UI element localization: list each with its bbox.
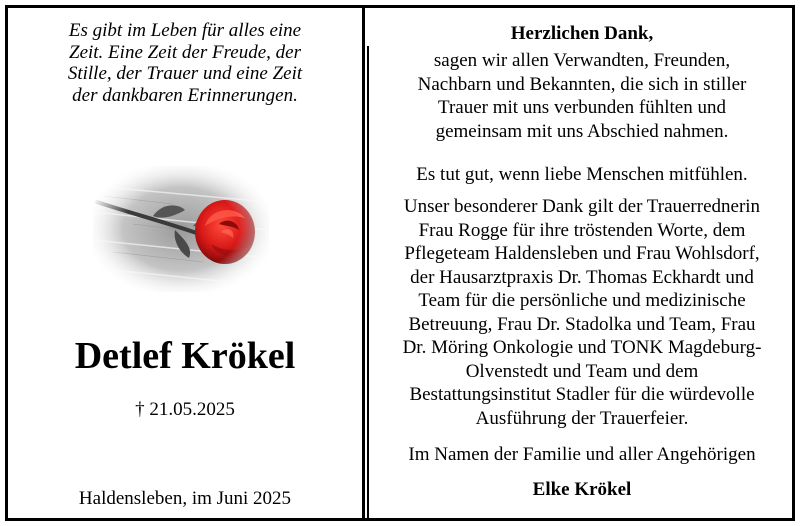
text-line: Im Namen der Familie und aller Angehörigen — [408, 444, 756, 465]
text-line: Team für die persönliche und medizinische — [418, 290, 746, 311]
thanks-heading: Herzlichen Dank, — [510, 23, 654, 44]
text-line: Pflegeteam Haldensleben und Frau Wohlsdorf, — [404, 243, 760, 264]
right-column — [372, 8, 792, 518]
rose-image — [93, 166, 269, 292]
text-line: Dr. Möring Onkologie und TONK Magdeburg- — [402, 337, 762, 358]
signer-name: Elke Krökel — [532, 479, 632, 500]
column-divider-thin — [367, 46, 369, 518]
obituary-card — [5, 5, 795, 521]
closing-line — [372, 443, 792, 467]
deceased-name: Detlef Krökel — [74, 335, 296, 377]
text-line: Es tut gut, wenn liebe Menschen mitfühlen. — [416, 164, 748, 185]
text-line: Unser besonderer Dank gilt der Trauerrednerin — [403, 196, 761, 217]
text-line: gemeinsam mit uns Abschied nahmen. — [435, 120, 729, 142]
motto-line: der dankbaren Erinnerungen. — [72, 84, 298, 106]
death-date: † 21.05.2025 — [135, 399, 235, 420]
motto-text — [18, 20, 352, 106]
rose-picture — [93, 166, 269, 292]
text-line: Frau Rogge für ihre tröstenden Worte, dem — [418, 219, 746, 241]
text-line: sagen wir allen Verwandten, Freunden, — [433, 50, 731, 71]
text-line: Bestattungsinstitut Stadler für die würdevolle — [409, 384, 755, 405]
thanks-paragraph-1 — [372, 49, 792, 143]
thanks-paragraph-3 — [372, 195, 792, 430]
column-divider — [362, 8, 365, 518]
motto-line: Zeit. Eine Zeit der Freude, der — [69, 41, 301, 63]
text-line: Olvenstedt und Team und dem — [465, 360, 699, 382]
text-line: Nachbarn und Bekannten, die sich in stiller — [417, 73, 747, 95]
text-line: der Hausarztpraxis Dr. Thomas Eckhardt und — [410, 266, 754, 288]
thanks-paragraph-2 — [372, 163, 792, 187]
text-line: Trauer mit uns verbunden fühlten und — [438, 97, 726, 118]
motto-line: Es gibt im Leben für alles eine — [68, 20, 302, 41]
motto-line: Stille, der Trauer und eine Zeit — [67, 63, 303, 84]
place-date: Haldensleben, im Juni 2025 — [78, 488, 292, 509]
left-column — [8, 8, 362, 518]
text-line: Ausführung der Trauerfeier. — [475, 407, 689, 429]
text-line: Betreuung, Frau Dr. Stadolka und Team, Frau — [408, 313, 756, 335]
